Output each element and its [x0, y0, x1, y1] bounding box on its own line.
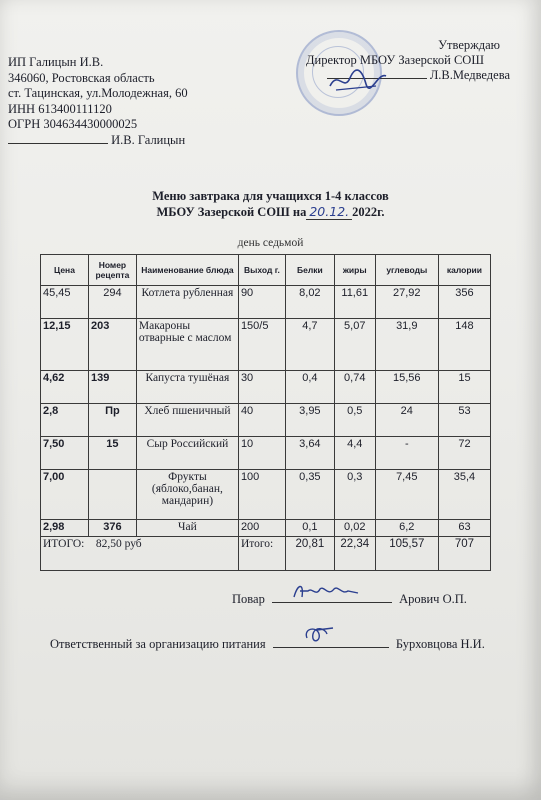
dish-cell: Котлета рубленная	[136, 286, 238, 319]
total-proteins: 20,81	[285, 537, 334, 571]
carbs-cell: 27,92	[375, 286, 438, 319]
menu-date: 20.12.	[306, 204, 352, 220]
yield-cell: 90	[238, 286, 285, 319]
dish-cell: Капуста тушёная	[136, 371, 238, 404]
table-header-row	[41, 255, 491, 286]
total-label: Итого:	[238, 537, 285, 571]
price-cell: 7,00	[41, 470, 89, 520]
responsible-signature	[273, 624, 383, 646]
proteins-cell: 0,4	[285, 371, 334, 404]
dish-cell: Сыр Российский	[136, 437, 238, 470]
kcal-cell: 15	[438, 371, 490, 404]
carbs-cell: -	[375, 437, 438, 470]
responsible-name: Бурховцова Н.И.	[395, 637, 485, 651]
price-cell: 45,45	[41, 286, 89, 319]
fats-cell: 5,07	[334, 319, 375, 371]
kcal-cell: 35,4	[438, 470, 490, 520]
issuer-inn: ИНН 613400111120	[8, 101, 112, 116]
header-proteins: Белки	[285, 255, 334, 286]
yield-cell: 10	[238, 437, 285, 470]
issuer-block	[8, 55, 188, 148]
recipe-cell: 139	[88, 371, 136, 404]
menu-title: Меню завтрака для учащихся 1-4 классов	[152, 189, 389, 203]
table-row	[41, 520, 491, 537]
menu-title-school: МБОУ Зазерской СОШ на 20.12. 2022г.	[156, 204, 385, 219]
header-fats: жиры	[334, 255, 375, 286]
fats-cell: 0,3	[334, 470, 375, 520]
header-yield: Выход г.	[238, 255, 285, 286]
proteins-cell: 3,95	[285, 404, 334, 437]
proteins-cell: 0,1	[285, 520, 334, 537]
carbs-cell: 6,2	[375, 520, 438, 537]
director-signature	[328, 66, 388, 94]
cook-signature-line	[232, 588, 467, 607]
dish-cell: Хлеб пшеничный	[136, 404, 238, 437]
kcal-cell: 148	[438, 319, 490, 371]
cook-name: Арович О.П.	[399, 592, 467, 606]
approval-position: Директор МБОУ Зазерской СОШ	[306, 53, 484, 67]
approval-signer: Л.В.Медведева	[429, 68, 510, 82]
header-dish: Наименование блюда	[136, 255, 238, 286]
price-cell: 4,62	[41, 371, 89, 404]
kcal-cell: 72	[438, 437, 490, 470]
table-row	[41, 286, 491, 319]
fats-cell: 0,5	[334, 404, 375, 437]
price-cell: 2,98	[41, 520, 89, 537]
yield-cell: 40	[238, 404, 285, 437]
total-price: ИТОГО: 82,50 руб	[41, 537, 239, 571]
cook-label: Повар	[232, 592, 265, 606]
total-fats: 22,34	[334, 537, 375, 571]
menu-day: день седьмой	[237, 237, 304, 249]
table-row	[41, 319, 491, 371]
table-row	[41, 470, 491, 520]
issuer-signer: И.В. Галицын	[111, 132, 186, 147]
header-carbs: углеводы	[375, 255, 438, 286]
recipe-cell: 203	[88, 319, 136, 371]
issuer-signature-line	[8, 133, 188, 149]
carbs-cell: 7,45	[375, 470, 438, 520]
dish-cell: Чай	[136, 520, 238, 537]
fats-cell: 0,74	[334, 371, 375, 404]
proteins-cell: 0,35	[285, 470, 334, 520]
issuer-region: 346060, Ростовская область	[8, 70, 155, 85]
price-cell: 2,8	[41, 404, 89, 437]
carbs-cell: 15,56	[375, 371, 438, 404]
responsible-signature-line	[50, 633, 485, 652]
approval-heading: Утверждаю	[438, 38, 500, 52]
yield-cell: 150/5	[238, 319, 285, 371]
price-cell: 7,50	[41, 437, 89, 470]
recipe-cell	[88, 470, 136, 520]
yield-cell: 30	[238, 371, 285, 404]
header-recipe: Номер рецепта	[88, 255, 136, 286]
carbs-cell: 31,9	[375, 319, 438, 371]
proteins-cell: 8,02	[285, 286, 334, 319]
proteins-cell: 4,7	[285, 319, 334, 371]
yield-cell: 100	[238, 470, 285, 520]
recipe-cell: 376	[88, 520, 136, 537]
kcal-cell: 356	[438, 286, 490, 319]
issuer-address: ст. Тацинская, ул.Молодежная, 60	[8, 86, 188, 100]
header-price: Цена	[41, 255, 89, 286]
carbs-cell: 24	[375, 404, 438, 437]
kcal-cell: 53	[438, 404, 490, 437]
recipe-cell: Пр	[88, 404, 136, 437]
dish-cell: Фрукты (яблоко,банан, мандарин)	[136, 470, 238, 520]
proteins-cell: 3,64	[285, 437, 334, 470]
table-row	[41, 437, 491, 470]
table-row	[41, 371, 491, 404]
total-carbs: 105,57	[375, 537, 438, 571]
kcal-cell: 63	[438, 520, 490, 537]
price-cell: 12,15	[41, 319, 89, 371]
fats-cell: 0,02	[334, 520, 375, 537]
issuer-ogrn: ОГРН 304634430000025	[8, 117, 138, 131]
header-kcal: калории	[438, 255, 490, 286]
cook-signature	[272, 581, 382, 601]
fats-cell: 4,4	[334, 437, 375, 470]
dish-cell: Макароны отварные с маслом	[136, 319, 238, 371]
recipe-cell: 15	[88, 437, 136, 470]
yield-cell: 200	[238, 520, 285, 537]
issuer-name: ИП Галицын И.В.	[8, 55, 104, 69]
total-kcal: 707	[438, 537, 490, 571]
menu-table	[40, 254, 491, 571]
fats-cell: 11,61	[334, 286, 375, 319]
table-row	[41, 404, 491, 437]
recipe-cell: 294	[88, 286, 136, 319]
responsible-label: Ответственный за организацию питания	[50, 637, 266, 651]
table-total-row	[41, 537, 491, 571]
